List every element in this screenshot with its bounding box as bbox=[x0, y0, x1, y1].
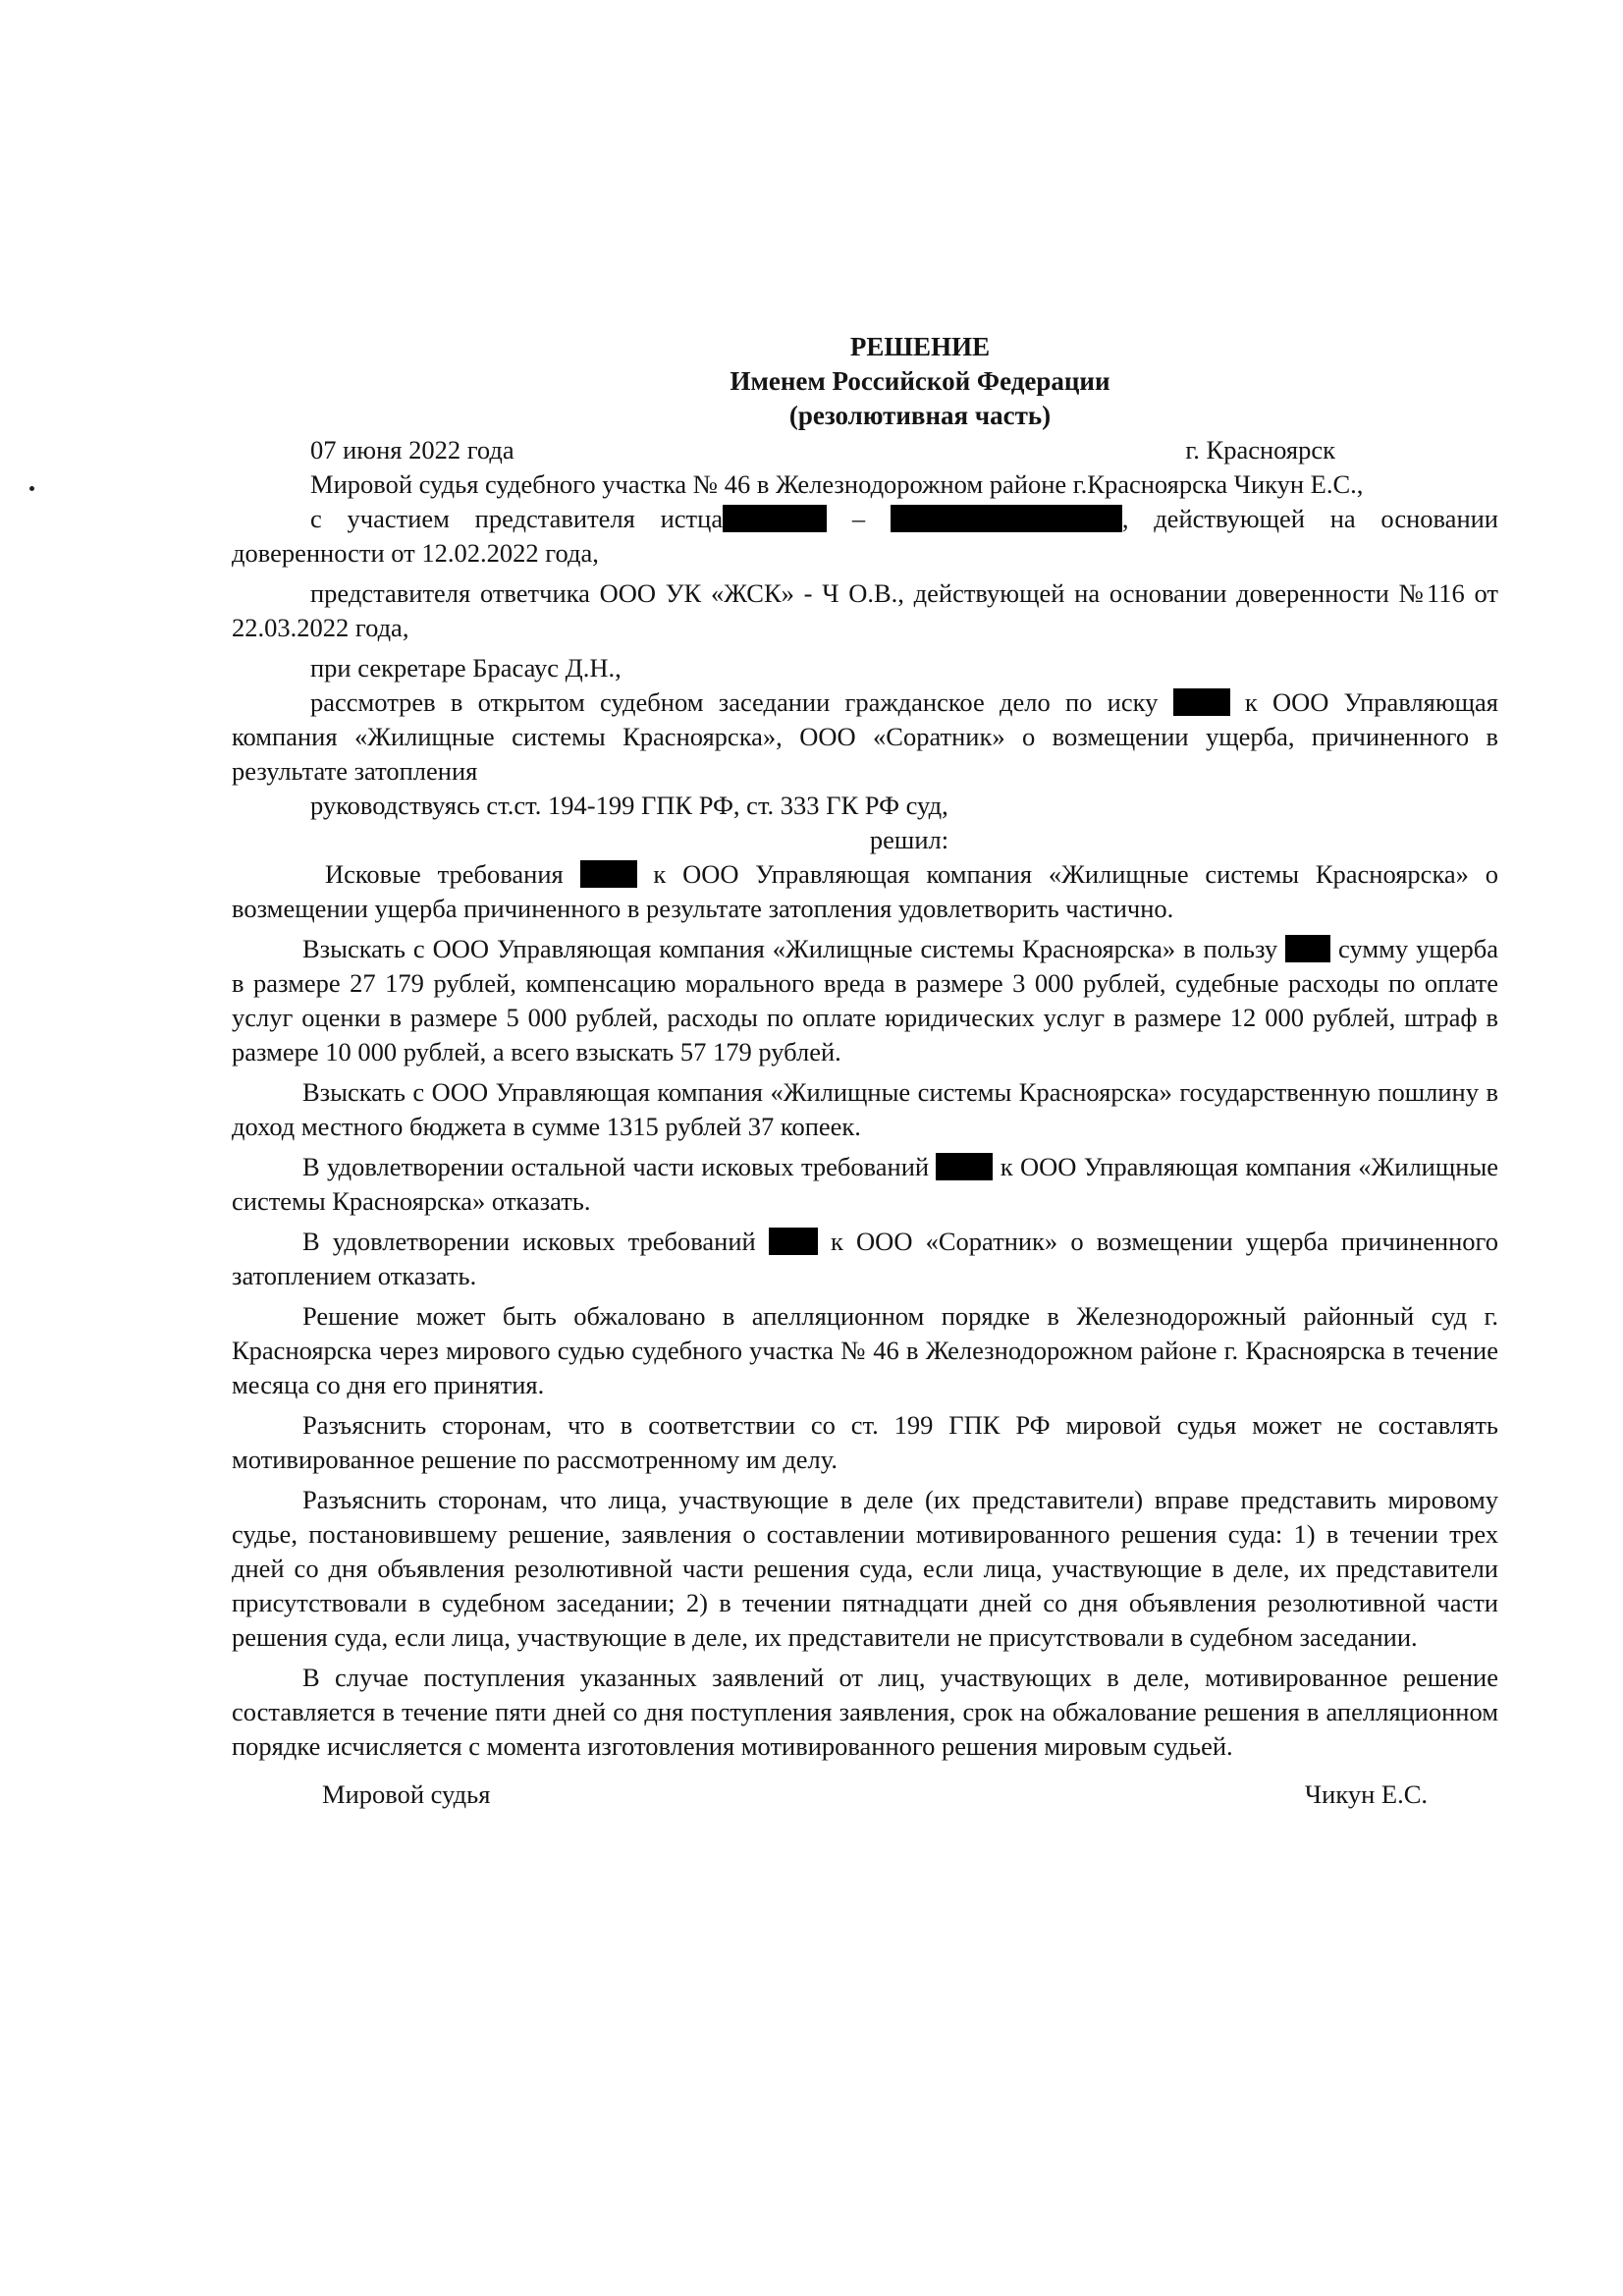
doc-title: РЕШЕНИЕ bbox=[849, 332, 991, 361]
paragraph-claims bbox=[232, 857, 1498, 926]
redaction bbox=[936, 1153, 993, 1180]
redaction bbox=[891, 505, 1122, 532]
guided-by: руководствуясь ст.ст. 194-199 ГПК РФ, ст. 333 ГК РФ суд, bbox=[310, 791, 948, 820]
paragraph-appeal: Решение может быть обжаловано в апелляционном порядке в Железнодорожный районный суд г. Красноярска через мирового судью судебного участка № 46 в Железнодорожном районе г. Красноярска в течение месяца со дня его принятия. bbox=[232, 1301, 1498, 1399]
p4-pre: В удовлетворении остальной части исковых требований bbox=[302, 1152, 937, 1181]
plaintiff-rep-dash: – bbox=[827, 504, 891, 533]
case-pre: рассмотрев в открытом судебном заседании гражданское дело по иску bbox=[310, 687, 1173, 717]
redaction bbox=[723, 505, 827, 532]
p4-post: к ООО Управляющая компания «Жилищные системы Красноярска» отказать. bbox=[232, 1152, 1499, 1216]
defendant-rep: представителя ответчика ООО УК «ЖСК» - Ч О.В., действующей на основании доверенности №116 от 22.03.2022 года, bbox=[232, 578, 1498, 642]
paragraph-motivated: В случае поступления указанных заявлений от лиц, участвующих в деле, мотивированное решение составляется в течение пяти дней со дня поступления заявления, срок на обжалование решения в апелляционном порядке исчисляется с момента изготовления мотивированного решения мировым судьей. bbox=[232, 1663, 1498, 1761]
date-city-row bbox=[232, 433, 1498, 467]
case-description bbox=[232, 685, 1498, 789]
p2-post: сумму ущерба в размере 27 179 рублей, компенсацию морального вреда в размере 3 000 рублей, судебные расходы по оплате услуг оценки в размере 5 000 рублей, расходы по оплате юридических услуг в размере 12 000 рублей, штраф в размере 10 000 рублей, а всего взыскать 57 179 рублей. bbox=[232, 934, 1499, 1066]
secretary: при секретаре Брасаус Д.Н., bbox=[310, 653, 622, 683]
redaction bbox=[769, 1228, 818, 1255]
doc-part: (резолютивная часть) bbox=[788, 401, 1052, 430]
plaintiff-rep-post: , действующей на основании доверенности от 12.02.2022 года, bbox=[232, 504, 1498, 568]
paragraph-recover bbox=[232, 932, 1498, 1069]
p5-pre: В удовлетворении исковых требований bbox=[302, 1227, 769, 1256]
p2-pre: Взыскать с ООО Управляющая компания «Жилищные системы Красноярска» в пользу bbox=[302, 934, 1286, 963]
p5-post: к ООО «Соратник» о возмещении ущерба причиненного затоплением отказать. bbox=[232, 1227, 1498, 1290]
redaction bbox=[1285, 935, 1330, 962]
signature-row bbox=[232, 1777, 1498, 1812]
paragraph-duty: Взыскать с ООО Управляющая компания «Жилищные системы Красноярска» государственную пошлину в доход местного бюджета в сумме 1315 рублей 37 копеек. bbox=[232, 1077, 1498, 1141]
case-post: к ООО Управляющая компания «Жилищные системы Красноярска», ООО «Соратник» о возмещении ущерба, причиненного в результате затопления bbox=[232, 687, 1498, 786]
plaintiff-rep bbox=[232, 502, 1498, 571]
paragraph-deny-soratnik bbox=[232, 1225, 1498, 1293]
redaction bbox=[580, 860, 637, 888]
decided-label: решил: bbox=[869, 825, 949, 854]
p1-pre: Исковые требования bbox=[325, 859, 580, 889]
judge-line: Мировой судья судебного участка № 46 в Железнодорожном районе г.Красноярска Чикун Е.С., bbox=[310, 469, 1364, 499]
signature-name: Чикун Е.С. bbox=[1304, 1779, 1428, 1809]
plaintiff-rep-pre: с участием представителя истца bbox=[310, 504, 724, 533]
scan-speck bbox=[29, 486, 34, 491]
redaction bbox=[1173, 688, 1230, 716]
signature-role: Мировой судья bbox=[322, 1779, 491, 1809]
doc-subtitle: Именем Российской Федерации bbox=[730, 366, 1110, 396]
decision-date: 07 июня 2022 года bbox=[310, 435, 514, 465]
paragraph-explain-2: Разъяснить сторонам, что лица, участвующие в деле (их представители) вправе представить мировому судье, постановившему решение, заявления о составлении мотивированного решения суда: 1) в течении трех дней со дня объявления резолютивной части решения суда, если лица, участвующие в деле, их представители присутствовали в судебном заседании; 2) в течении пятнадцати дней со дня объявления резолютивной части решения суда, если лица, участвующие в деле, их представители не присутствовали в судебном заседании. bbox=[232, 1485, 1498, 1652]
document-body bbox=[232, 330, 1498, 1812]
paragraph-explain-1: Разъяснить сторонам, что в соответствии со ст. 199 ГПК РФ мировой судья может не составлять мотивированное решение по рассмотренному им делу. bbox=[232, 1410, 1498, 1474]
p1-post: к ООО Управляющая компания «Жилищные системы Красноярска» о возмещении ущерба причиненного в результате затопления удовлетворить частично. bbox=[232, 859, 1499, 923]
decision-city: г. Красноярск bbox=[1185, 435, 1335, 465]
paragraph-deny-rest bbox=[232, 1150, 1498, 1219]
